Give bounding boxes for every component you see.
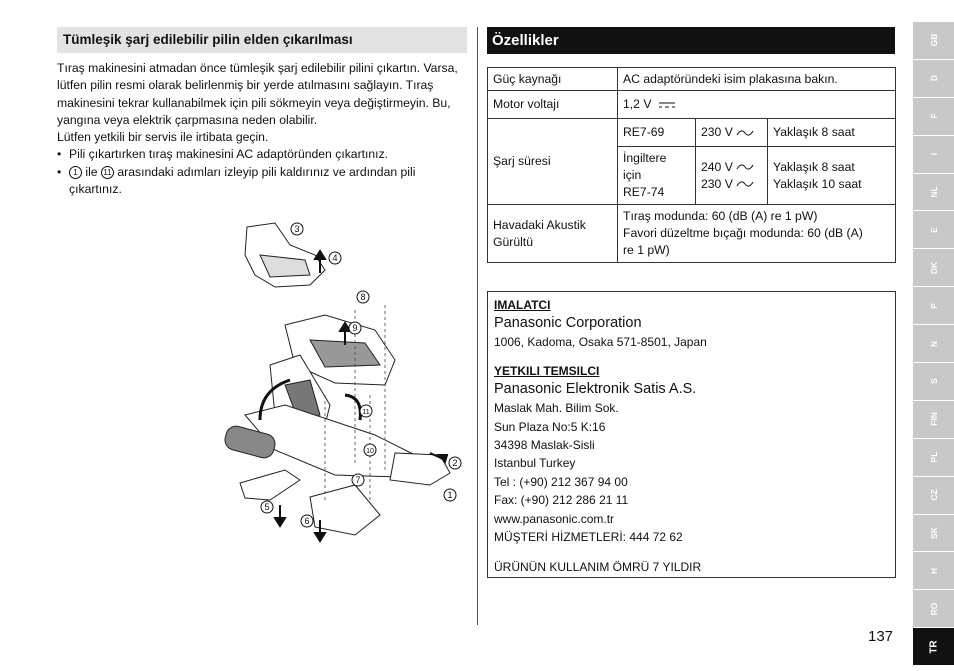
svg-text:8: 8: [360, 292, 366, 302]
tab-pl[interactable]: PL: [913, 439, 954, 477]
rep-address-line: Istanbul Turkey: [494, 456, 576, 471]
section-heading-battery-removal: Tümleşik şarj edilebilir pilin elden çıkarılması: [57, 27, 467, 53]
tab-d[interactable]: D: [913, 60, 954, 98]
specifications-table: [487, 67, 896, 263]
battery-warning-paragraph: Tıraş makinesini atmadan önce tümleşik şarj edilebilir pilini çıkartın. Varsa, lütfen pilin resmi olarak belirlenmiş bir yerde atılmasını sağlayın. Tıraş makinesini tekrar kullanabilmek için pili sökmeyin veya değiştirmeyin. Bu, yangına veya elektrik çarpmasına neden olabilir.: [57, 61, 458, 127]
tab-n[interactable]: N: [913, 325, 954, 363]
tab-f[interactable]: F: [913, 98, 954, 136]
motor-label: Motor voltajı: [488, 91, 618, 119]
tab-s[interactable]: S: [913, 363, 954, 401]
noise-label: Havadaki Akustik Gürültü: [488, 205, 618, 263]
table-row: [488, 68, 896, 91]
table-row: Şarj süresi RE7-69 230 V Yaklaşık 8 saat: [488, 119, 896, 147]
manufacturer-label: IMALATCI: [494, 298, 551, 312]
svg-text:6: 6: [304, 516, 310, 526]
noise-value: Tıraş modunda: 60 (dB (A) re 1 pW) Favori düzeltme bıçağı modunda: 60 (dB (A) re 1 pW): [618, 205, 896, 263]
shaver-disassembly-diagram: [215, 215, 465, 545]
step-label-10: [364, 444, 376, 456]
svg-text:1: 1: [447, 490, 453, 500]
product-lifetime: ÜRÜNÜN KULLANIM ÖMRÜ 7 YILDIR: [494, 560, 702, 575]
step-label-8: [357, 291, 369, 303]
power-label: Güç kaynağı: [488, 68, 618, 91]
step-label-11: [360, 405, 372, 417]
tab-e[interactable]: E: [913, 211, 954, 249]
arrow-down-icon: [275, 518, 285, 526]
arrow-down-icon: [315, 533, 325, 541]
step-number-1: 1: [69, 166, 82, 179]
head-frame-part: [245, 223, 325, 287]
step-label-1: [444, 489, 456, 501]
manufacturer-box: [487, 291, 896, 578]
tab-h[interactable]: H: [913, 552, 954, 590]
tab-i[interactable]: I: [913, 136, 954, 174]
rep-address-line: 34398 Maslak-Sisli: [494, 438, 595, 453]
step-label-2: [449, 457, 461, 469]
svg-text:2: 2: [452, 458, 458, 468]
rep-fax: Fax: (+90) 212 286 21 11: [494, 493, 629, 508]
svg-text:11: 11: [362, 409, 370, 416]
tab-fin[interactable]: FIN: [913, 401, 954, 439]
bullet-steps: • 1 ile 11 arasındaki adımları izleyip pili kaldırınız ve ardından pili çıkartınız.: [57, 164, 416, 197]
step-label-7: [352, 474, 364, 486]
ac-symbol-icon: [736, 163, 754, 171]
charge-time-label: Şarj süresi: [488, 119, 618, 205]
curved-arrow-icon: [345, 395, 360, 420]
customer-service: MÜŞTERİ HİZMETLERİ: 444 72 62: [494, 530, 683, 545]
bullet-unplug: • Pili çıkartırken tıraş makinesini AC adaptöründen çıkartınız.: [57, 146, 469, 163]
step-number-11: 11: [101, 166, 114, 179]
section-heading-specifications: Özellikler: [487, 27, 895, 54]
step-label-4: [329, 252, 341, 264]
tab-dk[interactable]: DK: [913, 249, 954, 287]
svg-text:3: 3: [294, 224, 300, 234]
svg-text:7: 7: [355, 475, 361, 485]
page-number: 137: [868, 628, 894, 645]
tab-sk[interactable]: SK: [913, 515, 954, 553]
representative-label: YETKILI TEMSILCI: [494, 363, 600, 378]
manufacturer-name: Panasonic Corporation: [494, 315, 642, 332]
svg-text:9: 9: [352, 323, 358, 333]
table-row: [488, 91, 896, 119]
step-label-6: [301, 515, 313, 527]
arrow-up-icon: [315, 251, 325, 259]
motor-value: 1,2 V: [623, 97, 652, 111]
tab-ro[interactable]: RO: [913, 590, 954, 628]
step-label-3: [291, 223, 303, 235]
column-divider: [477, 27, 478, 625]
table-row: [488, 205, 896, 263]
rep-website: www.panasonic.com.tr: [494, 511, 615, 526]
rep-address-line: Maslak Mah. Bilim Sok.: [494, 401, 619, 416]
tab-p[interactable]: P: [913, 287, 954, 325]
battery-removal-text: [57, 60, 469, 198]
service-contact-paragraph: Lütfen yetkili bir servis ile irtibata geçin.: [57, 130, 269, 145]
table-row: İngiltere için RE7-74 240 V 230 V Yaklaşık 8 saat Yaklaşık 10 saat: [488, 147, 896, 205]
dc-symbol-icon: [658, 101, 676, 109]
manufacturer-address: 1006, Kadoma, Osaka 571-8501, Japan: [494, 335, 707, 350]
step-label-5: [261, 501, 273, 513]
bullet-unplug-text: Pili çıkartırken tıraş makinesini AC adaptöründen çıkartınız.: [69, 147, 389, 162]
ac-symbol-icon: [736, 129, 754, 137]
svg-text:5: 5: [264, 502, 270, 512]
tab-gb[interactable]: GB: [913, 22, 954, 60]
bottom-cover-left: [240, 470, 300, 500]
tab-nl[interactable]: NL: [913, 174, 954, 212]
rep-phone: Tel : (+90) 212 367 94 00: [494, 474, 628, 489]
rep-address-line: Sun Plaza No:5 K:16: [494, 419, 606, 434]
svg-text:10: 10: [366, 448, 374, 455]
ac-symbol-icon: [736, 180, 754, 188]
step-label-9: [349, 322, 361, 334]
tab-cz[interactable]: CZ: [913, 477, 954, 515]
language-sidebar: [913, 22, 954, 666]
representative-name: Panasonic Elektronik Satis A.S.: [494, 381, 697, 398]
power-value: AC adaptöründeki isim plakasına bakın.: [618, 68, 896, 91]
svg-text:4: 4: [332, 253, 338, 263]
tab-tr[interactable]: TR: [913, 628, 954, 666]
